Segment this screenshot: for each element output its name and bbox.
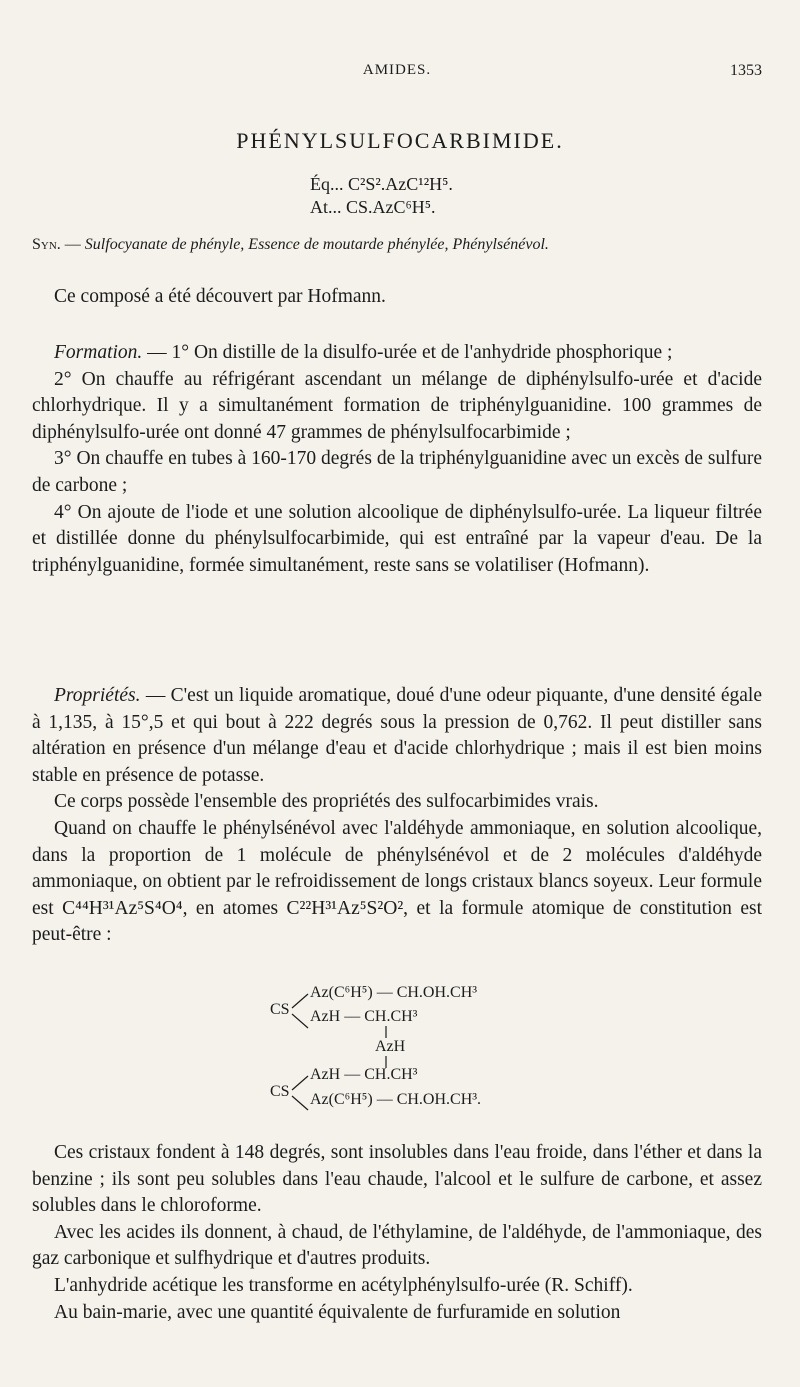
top-row-2: AzH — CH.CH³ bbox=[310, 1008, 418, 1025]
middle-azh: AzH bbox=[375, 1038, 406, 1055]
proprietes-section bbox=[32, 683, 762, 949]
synonyms-label: Syn. bbox=[32, 236, 61, 253]
formation-section bbox=[32, 340, 762, 579]
formation-item-3: 3° On chauffe en tubes à 160-170 degrés de la triphénylguanidine avec un excès de sulfure de carbone ; bbox=[32, 448, 762, 496]
compound-title: PHÉNYLSULFOCARBIMIDE. bbox=[236, 128, 564, 153]
structural-formula bbox=[270, 984, 570, 1124]
intro-paragraph: Ce composé a été découvert par Hofmann. bbox=[54, 286, 386, 307]
equivalent-formula: Éq... C²S².AzC¹²H⁵. bbox=[310, 174, 453, 194]
bond-top-up bbox=[292, 994, 308, 1008]
closing-paragraph-4: Au bain-marie, avec une quantité équivalente de furfuramide en solution bbox=[54, 1301, 621, 1323]
synonyms-dash: — bbox=[60, 236, 85, 253]
formation-item-2: 2° On chauffe au réfrigérant ascendant un mélange de diphénylsulfo-urée et d'acide chlorhydrique. Il y a simultanément formation de triphénylguanidine. 100 grammes de diphénylsulfo-urée ont donné 47 grammes de phénylsulfocarbimide ; bbox=[32, 368, 762, 443]
bottom-row-1: AzH — CH.CH³ bbox=[310, 1066, 418, 1083]
closing-section bbox=[32, 1140, 762, 1326]
running-head bbox=[32, 62, 762, 84]
top-row-1: Az(C⁶H⁵) — CH.OH.CH³ bbox=[310, 984, 478, 1001]
formation-item-4: 4° On ajoute de l'iode et une solution alcoolique de diphénylsulfo-urée. La liqueur filtrée et distillée donne du phénylsulfocarbimide, qui est entraîné par la vapeur d'eau. De la triphénylguanidine, formée simultanément, reste sans se volatiliser (Hofmann). bbox=[32, 501, 762, 576]
closing-paragraph-1: Ces cristaux fondent à 148 degrés, sont insolubles dans l'eau froide, dans l'éther et dans la benzine ; ils sont peu solubles dans l'eau chaude, l'alcool et le sulfure de carbone, et assez solubles dans le chloroforme. bbox=[32, 1142, 762, 1217]
closing-paragraph-2: Avec les acides ils donnent, à chaud, de l'éthylamine, de l'aldéhyde, de l'ammoniaque, des gaz carbonique et sulfhydrique et d'autres produits. bbox=[32, 1221, 762, 1270]
formation-heading: Formation. bbox=[54, 342, 143, 363]
proprietes-paragraph-1 bbox=[32, 683, 762, 789]
page-number: 1353 bbox=[730, 62, 762, 79]
synonyms-line bbox=[32, 236, 772, 254]
bond-top-down bbox=[292, 1014, 308, 1028]
cs-bottom: CS bbox=[270, 1083, 290, 1100]
proprietes-paragraph-3: Quand on chauffe le phénylsénévol avec l'aldéhyde ammoniaque, en solution alcoolique, dans la proportion de 1 molécule de phénylsénévol et de 2 molécules d'aldéhyde ammoniaque, on obtient par le refroidissement de longs cristaux blancs soyeux. Leur formule est C⁴⁴H³¹Az⁵S⁴O⁴, en atomes C²²H³¹Az⁵S²O², et la formule atomique de constitution est peut-être : bbox=[32, 817, 762, 946]
bond-bottom-up bbox=[292, 1076, 308, 1090]
proprietes-heading: Propriétés. bbox=[54, 685, 141, 706]
formation-item-1-text: — 1° On distille de la disulfo-urée et de l'anhydride phosphorique ; bbox=[142, 342, 673, 363]
proprietes-paragraph-1-text: — C'est un liquide aromatique, doué d'une odeur piquante, d'une densité égale à 1,135, à 15°,5 et qui bout à 222 degrés sous la pression de 0,762. Il peut distiller sans altération en présence d'un mélange d'eau et d'acide chlorhydrique ; mais il est bien moins stable en présence de potasse. bbox=[32, 685, 762, 786]
proprietes-paragraph-2: Ce corps possède l'ensemble des propriétés des sulfocarbimides vrais. bbox=[54, 791, 599, 813]
synonyms-text: Sulfocyanate de phényle, Essence de moutarde phénylée, Phénylsénévol. bbox=[84, 236, 549, 253]
closing-paragraph-3: L'anhydride acétique les transforme en acétylphénylsulfo-urée (R. Schiff). bbox=[54, 1274, 633, 1296]
intro-section bbox=[32, 284, 762, 311]
atomic-formula: At... CS.AzC⁶H⁵. bbox=[310, 197, 436, 217]
formation-item-1 bbox=[32, 340, 762, 367]
cs-top: CS bbox=[270, 1001, 290, 1018]
bond-bottom-down bbox=[292, 1096, 308, 1110]
bottom-row-2: Az(C⁶H⁵) — CH.OH.CH³. bbox=[310, 1091, 482, 1108]
running-head-title: AMIDES. bbox=[362, 62, 432, 78]
